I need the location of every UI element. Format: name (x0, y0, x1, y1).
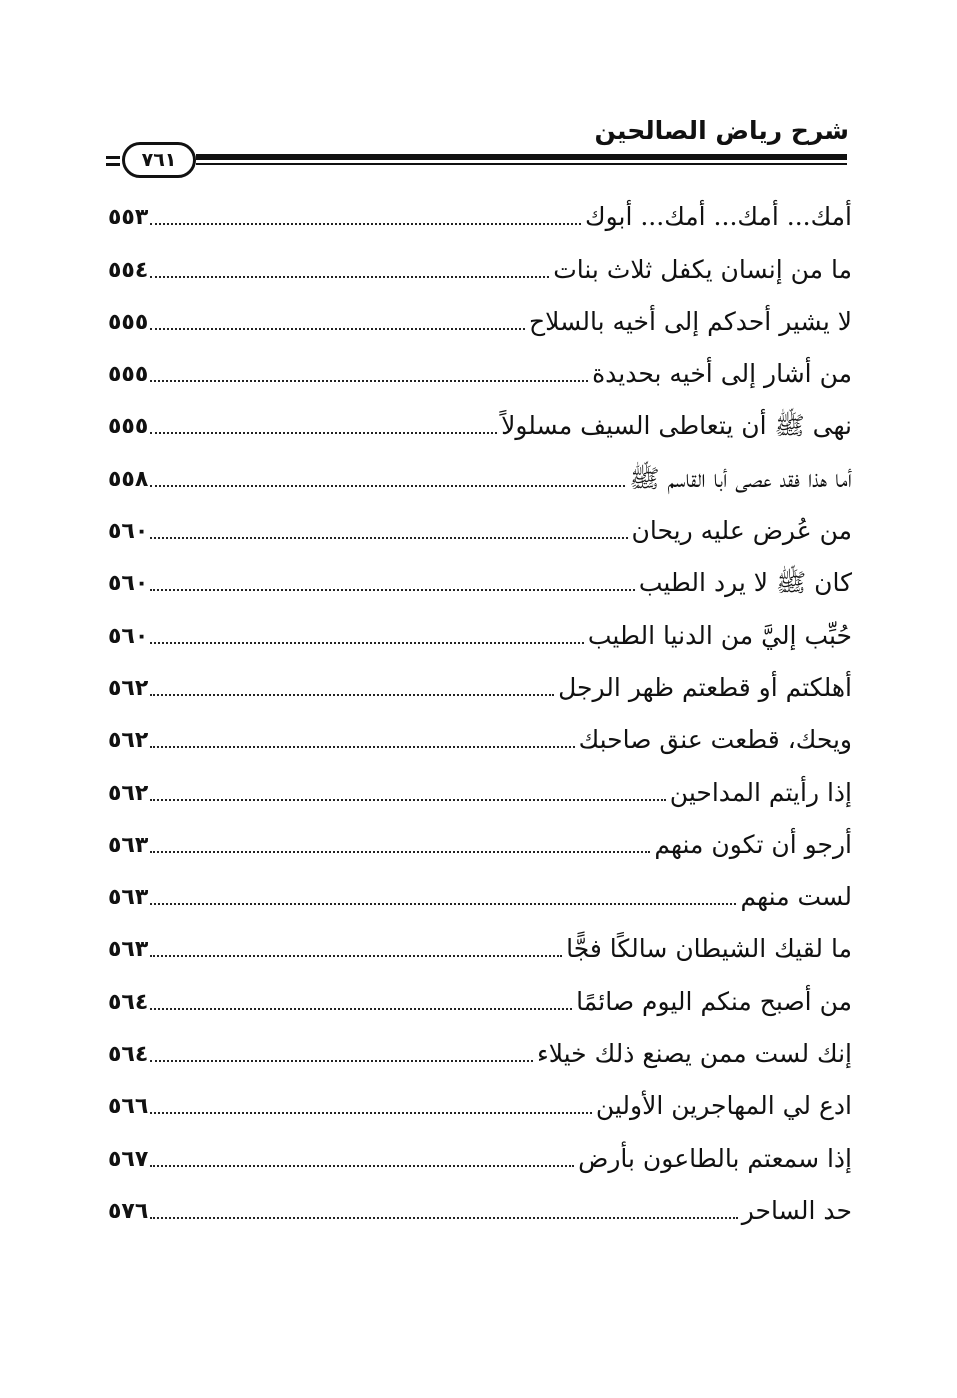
dot-leader (150, 380, 588, 382)
dot-leader (150, 955, 562, 957)
dot-leader (150, 276, 549, 278)
dot-leader (150, 642, 584, 644)
toc-entry-title: لا يشير أحدكم إلى أخيه بالسلاح (529, 306, 852, 336)
toc-entry-title: ويحك، قطعت عنق صاحبك (578, 725, 852, 755)
toc-entry-page: ٥٦٢ (108, 780, 149, 806)
dot-leader (150, 1060, 533, 1062)
page-number-badge (122, 142, 196, 178)
toc-entry (108, 870, 852, 922)
toc-entry-title: حد الساحر (741, 1195, 852, 1225)
toc-entry-page: ٥٥٥ (108, 309, 149, 335)
toc-entry-page: ٥٦٧ (108, 1146, 149, 1172)
dot-leader (150, 1008, 572, 1010)
toc-entry (108, 1184, 852, 1236)
toc-entry (108, 661, 852, 713)
dot-leader (150, 1165, 574, 1167)
dot-leader (150, 903, 736, 905)
toc-entry-title: لست منهم (740, 882, 852, 912)
toc-entry-title: ادع لي المهاجرين الأولين (595, 1091, 852, 1121)
toc-entry-page: ٥٦٣ (108, 885, 149, 911)
toc-entry-title: أرجو أن تكون منهم (654, 829, 852, 859)
toc-entry-page: ٥٦٦ (108, 1094, 149, 1120)
toc-entry-page: ٥٦٠ (108, 519, 149, 545)
toc-entry-page: ٥٥٨ (108, 466, 149, 492)
book-title: شرح رياض الصالحين (594, 116, 849, 145)
toc-entry-page: ٥٥٥ (108, 414, 149, 440)
toc-entry (108, 556, 852, 608)
toc-entry (108, 295, 852, 347)
toc-entry-title: من عُرض عليه ريحان (631, 516, 852, 546)
header-rule-stub-bottom (106, 163, 120, 166)
toc-entry (108, 347, 852, 399)
toc-entry-title: أما هذا فقد عصى أبا القاسم ﷺ (629, 463, 852, 493)
toc-entry (108, 1079, 852, 1131)
dot-leader (150, 799, 666, 801)
toc-entry (108, 1131, 852, 1183)
toc-entry (108, 765, 852, 817)
toc-entry-page: ٥٦٣ (108, 832, 149, 858)
toc-entry-page: ٥٦٠ (108, 571, 149, 597)
toc-entry-title: من أصبح منكم اليوم صائمًا (576, 986, 852, 1016)
toc-entry-page: ٥٦٢ (108, 675, 149, 701)
toc-entry (108, 1027, 852, 1079)
toc-entry (108, 974, 852, 1026)
toc-entry-title: ما لقيك الشيطان سالكًا فجًّا (566, 934, 852, 964)
toc-entry (108, 608, 852, 660)
toc-entry-page: ٥٦٠ (108, 623, 149, 649)
toc-entry-title: إنك لست ممن يصنع ذلك خيلاء (536, 1039, 852, 1069)
toc-entry-title: إذا رأيتم المداحين (669, 777, 852, 807)
toc-entry-title: ما من إنسان يكفل ثلاث بنات (553, 254, 852, 284)
toc-entry (108, 242, 852, 294)
header-rule-thin (196, 163, 847, 165)
toc-entry (108, 713, 852, 765)
dot-leader (150, 485, 625, 487)
toc-entry-page: ٥٦٤ (108, 1042, 149, 1068)
toc-entry-title: كان ﷺ لا يرد الطيب (638, 568, 852, 598)
dot-leader (150, 1112, 592, 1114)
page-header (0, 0, 957, 200)
toc-entry (108, 818, 852, 870)
dot-leader (150, 746, 574, 748)
toc-entry-page: ٥٦٣ (108, 937, 149, 963)
toc-entry-page: ٥٥٤ (108, 257, 149, 283)
dot-leader (150, 223, 581, 225)
toc-entry-page: ٥٥٣ (108, 205, 149, 231)
toc-entry-title: من أشار إلى أخيه بحديدة (592, 359, 852, 389)
dot-leader (150, 537, 627, 539)
dot-leader (150, 1217, 737, 1219)
toc-entry-page: ٥٦٢ (108, 728, 149, 754)
header-rule-thick (196, 154, 847, 160)
dot-leader (150, 328, 525, 330)
toc-entry-page: ٥٦٤ (108, 989, 149, 1015)
toc-entry (108, 504, 852, 556)
dot-leader (150, 694, 554, 696)
dot-leader (150, 851, 650, 853)
dot-leader (150, 589, 635, 591)
table-of-contents (108, 190, 852, 1236)
toc-entry-title: حُبِّب إليَّ من الدنيا الطيب (587, 620, 852, 650)
toc-entry-title: أهلكتم أو قطعتم ظهر الرجل (558, 672, 852, 702)
toc-entry-page: ٥٥٥ (108, 362, 149, 388)
toc-entry-title: نهى ﷺ أن يتعاطى السيف مسلولاً (501, 411, 852, 441)
header-rule-stub-top (106, 156, 120, 159)
toc-entry (108, 399, 852, 451)
toc-entry-title: إذا سمعتم بالطاعون بأرض (578, 1143, 852, 1173)
dot-leader (150, 432, 497, 434)
toc-entry (108, 190, 852, 242)
toc-entry (108, 451, 852, 503)
toc-entry (108, 922, 852, 974)
toc-entry-page: ٥٧٦ (108, 1198, 149, 1224)
page-number: ٧٦١ (141, 149, 177, 171)
toc-entry-title: أمك... أمك... أمك... أبوك (584, 202, 852, 232)
